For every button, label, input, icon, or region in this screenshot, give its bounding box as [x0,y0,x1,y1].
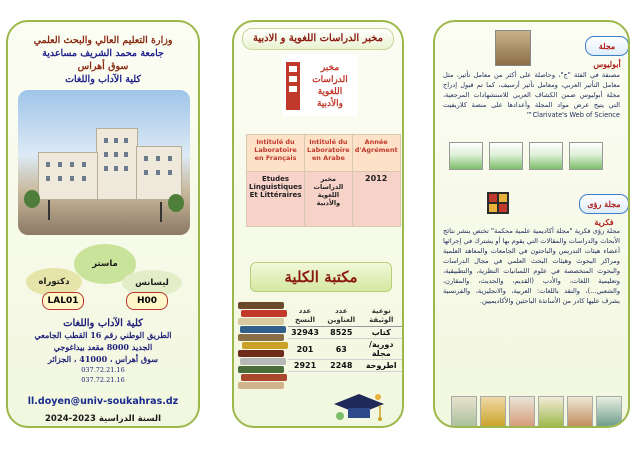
lab-logo-line: الدراسات [312,75,348,85]
faculty-line: كلية الآداب واللغات [65,74,141,85]
journal-roua-covers [451,396,622,428]
cover-thumbnail [449,142,483,170]
code-tag-lal01: LAL01 [42,292,84,310]
lab-logo-icon [282,54,358,116]
academic-year: السنة الدراسية 2023-2024 [45,414,161,424]
campus-photo [18,90,190,235]
middle-panel [232,20,404,428]
university-line: جامعة محمد الشريف مساعدية [42,48,164,59]
library-stats-table [288,306,402,372]
library-title: مكتبة الكلية [250,262,392,292]
faculty-contact [14,318,192,385]
phone-number: 037.72.21.16 [81,376,125,384]
address-line: الجديد 8000 مقعد بيداغوجي [53,342,153,352]
cover-thumbnail [529,142,563,170]
table-row [288,339,402,360]
title-count: 63 [322,339,360,360]
doc-type: كتاب [361,327,402,339]
lab-title: مخبر الدراسات اللغوية و الادبية [242,28,394,50]
cover-thumbnail [480,396,506,428]
ministry-line: وزارة التعليم العالي والبحث العلمي [33,35,173,46]
city-line: سوق أهراس [77,61,129,72]
lab-info-table [246,134,401,227]
address-line: الطريق الوطني رقم 16 القطب الجامعي [34,330,172,340]
cover-thumbnail [569,142,603,170]
faculty-email[interactable]: ll.doyen@univ-soukahras.dz [27,396,179,407]
code-tag-h00: H00 [126,292,168,310]
roua-fikria-logo [487,192,509,214]
bubble-doctorate: دكتوراه [26,268,82,296]
title-count: 8525 [322,327,360,339]
apuleius-portrait [495,30,531,66]
journal-apuleius-text: مصنفة في الفئة "ج"، وحاصلة على أكثر من معامل تأثير، مثل معامل التأثير العربي، ومعامل تأثير أرسيف، كما تم قبول إدراج مجلة أبوليوس ضمن الكشاف العربي للاستشهادات المرجعية، التي يتيح عرض مواد المجلة وأعدادها على منصة كلاريفيت Clarivate's Web of Science™ [443,71,620,119]
lab-logo-line: مخبر [320,63,340,73]
lab-header-arabic: Intitulé du Laboratoire en Arabe [305,135,353,172]
journal-roua-text: مجلة رؤى فكرية "مجلة أكاديمية علمية محكمة" تختص بنشر نتائج الأبحاث والدراسات والمقالات التي يقوم بها أو يشترك في إجرائها أعضاء هيئات التدريس والباحثون في الجامعات والمعاهد العلمية ومراكز البحوث وهيئات البحث العلمي في مجال الدراسات والبحوث المتخصصة في علوم اللسانيات النظرية، والتطبيقية، وتعليمية اللغات، والأدب (القديم، والحديث، والمقارن، والشعبي...)، والنقد باللغات: العربية، والانجليزية، والفرنسية بشرف عليها كادر من الأساتذة الباحثين والأكاديميين. [443,227,620,305]
phone-number: 037.72.21.16 [81,366,125,374]
lab-header-french: Intitulé du Laboratoire en Français [247,135,305,172]
lab-header-year: Année d'Agrément [352,135,400,172]
table-row [288,360,402,372]
table-row [288,327,402,339]
journal-apuleius-title: مجلة أبوليوس [585,36,629,56]
doc-type: اطروحة [361,360,402,372]
copy-count: 201 [288,339,322,360]
cover-thumbnail [538,396,564,428]
library-header-titles: عدد العناوين [322,306,360,327]
lab-logo-line: اللغوية [317,87,343,97]
bubble-master: ماستر [74,244,136,284]
journal-apuleius-covers [449,142,603,170]
address-line: سوق أهراس ، 41000 ، الجزائر [48,354,158,364]
faculty-name: كلية الآداب واللغات [63,318,143,329]
roua-logo-icon [487,192,509,214]
library-header-copies: عدد النسخ [288,306,322,327]
graduation-cap-icon [330,392,388,424]
cover-thumbnail [489,142,523,170]
journal-roua-title: مجلة رؤى فكرية [579,194,629,214]
cover-thumbnail [596,396,622,428]
doc-type: دورية/مجلة [361,339,402,360]
ministry-header [16,34,190,86]
lab-logo-line: والأدبية [316,99,344,109]
books-stack-icon [238,302,288,390]
title-count: 2248 [322,360,360,372]
lab-name-arabic: مخبر الدراسات اللغوية والأدبية [305,172,353,227]
cover-thumbnail [567,396,593,428]
library-header-type: نوعية الوثيقة [361,306,402,327]
right-panel [433,20,630,428]
lab-name-french: Etudes Linguistiques Et Littéraires [247,172,305,227]
copy-count: 2921 [288,360,322,372]
left-panel [6,20,200,428]
cover-thumbnail [509,396,535,428]
bubble-licence: ليسانس [122,270,182,296]
lab-logo [282,54,358,116]
cover-thumbnail [451,396,477,428]
copy-count: 32943 [288,327,322,339]
lab-accreditation-year: 2012 [352,172,400,227]
